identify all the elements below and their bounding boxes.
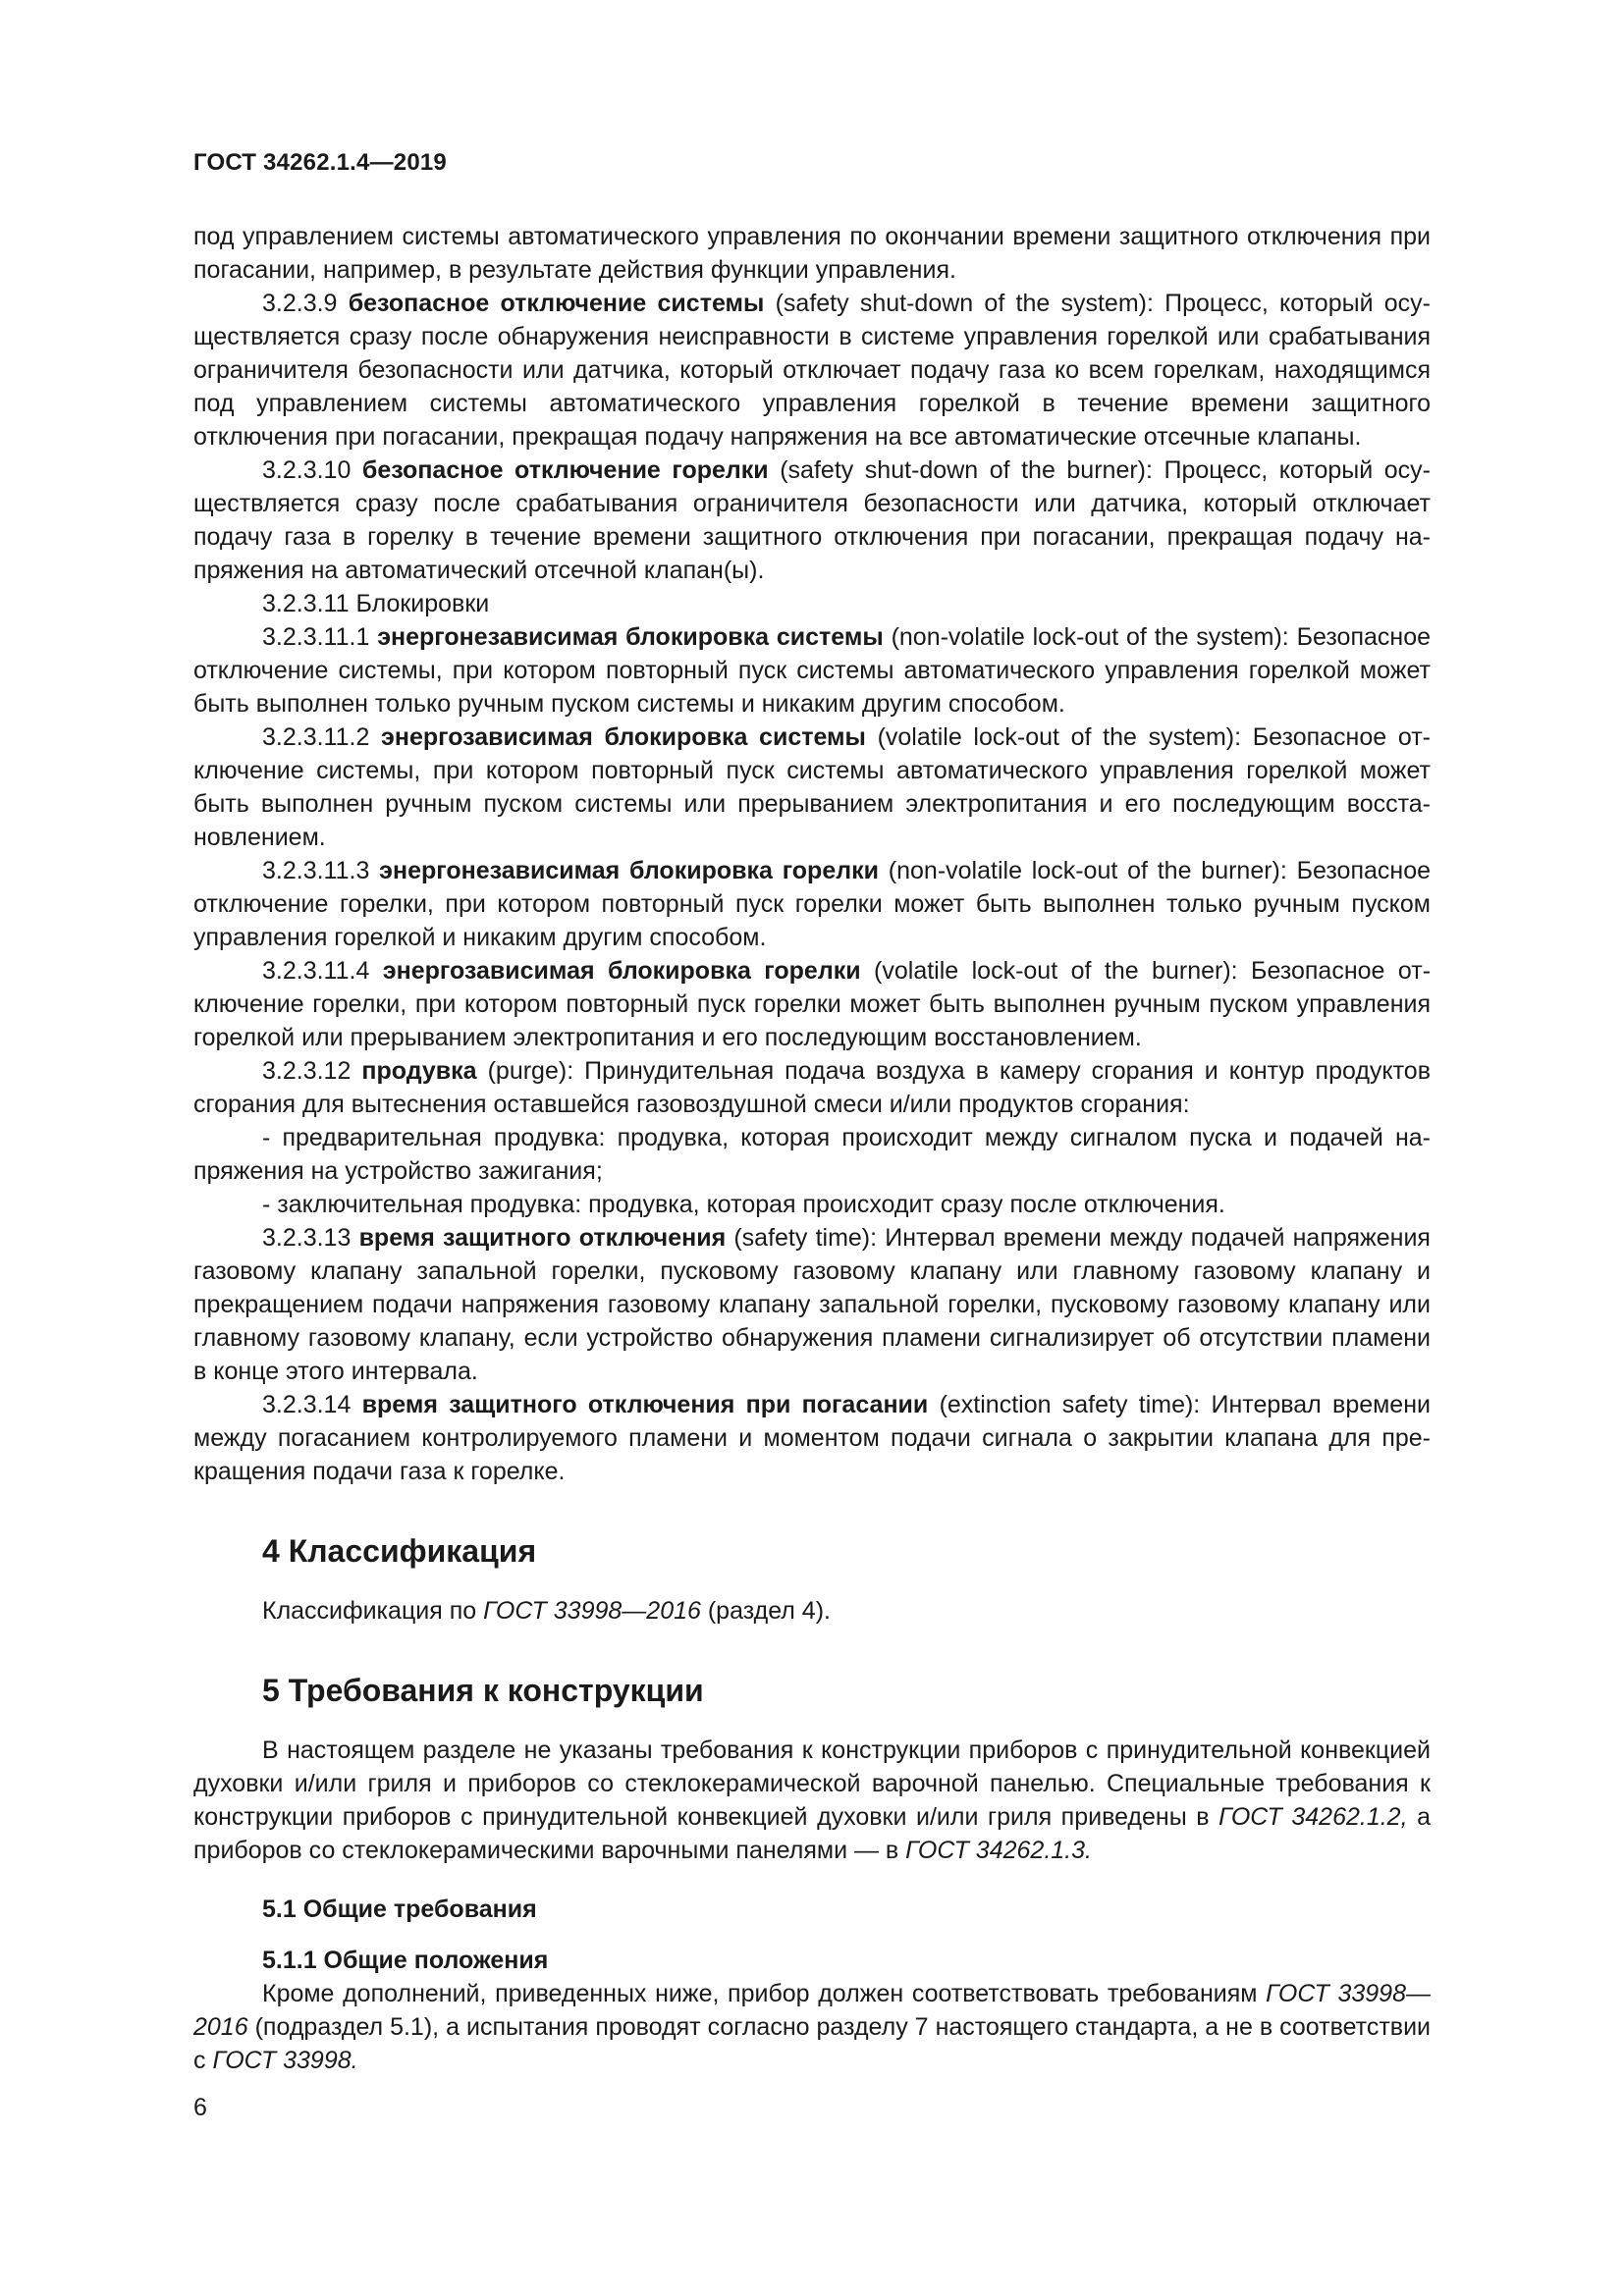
- clause-3-2-3-11: 3.2.3.11 Блокировки: [262, 590, 490, 617]
- page-body: [193, 220, 1431, 2077]
- clause-definition: (purge): Принудительная подача воздуха в камеру сгорания и контур продуктов сгорания для вытеснения оставшейся газовоздушной смеси и/или продуктов сгорания:: [193, 1057, 1431, 1118]
- clause-3-2-3-11-3: [193, 854, 1431, 954]
- clause-number: 3.2.3.14: [262, 1391, 362, 1418]
- clause-definition: (volatile lock-out of the system): Безопасное отключение системы, при котором повторный пуск системы автоматического управления горелкой может быть выполнен ручным пуском системы или прерыванием электропитания и его последующим восстановлением.: [193, 723, 1431, 851]
- clause-3-2-3-11-4: [193, 954, 1431, 1054]
- list-item-pre-purge: - предварительная продувка: продувка, которая происходит между сигналом пуска и подачей напряжения на устройство зажигания;: [193, 1124, 1431, 1185]
- page-number: 6: [193, 2094, 207, 2121]
- clause-definition: (non-volatile lock-out of the system): Безопасное отключение системы, при котором повторный пуск системы автоматического управления горелкой может быть выполнен только ручным пуском системы и никаким другим способом.: [193, 623, 1432, 718]
- clause-definition: (extinction safety time): Интервал времени между погасанием контролируемого пламени и моментом подачи сигнала о закрытии клапана для прекращения подачи газа к горелке.: [193, 1391, 1431, 1485]
- section-5-intro-b: а приборов со стеклокерамическими варочными панелями — в: [193, 1803, 1431, 1864]
- list-item-post-purge: - заключительная продувка: продувка, которая происходит сразу после отключения.: [262, 1191, 1225, 1218]
- section-4-heading: 4 Классификация: [262, 1533, 537, 1569]
- section-4-text: [193, 1594, 1431, 1628]
- clause-3-2-3-11-1: [193, 620, 1431, 721]
- standard-reference: ГОСТ 34262.1.3.: [905, 1837, 1092, 1864]
- clause-term: энергозависимая блокировка системы: [381, 723, 866, 751]
- clause-3-2-3-9: [193, 287, 1431, 454]
- section-4-tail: (раздел 4).: [700, 1597, 831, 1625]
- section-5-1-1-heading: 5.1.1 Общие положения: [262, 1947, 549, 1974]
- clause-number: 3.2.3.10: [262, 456, 362, 484]
- clause-3-2-3-13: [193, 1221, 1431, 1388]
- document-header: ГОСТ 34262.1.4—2019: [193, 149, 447, 176]
- clause-number: 3.2.3.11.2: [262, 723, 382, 751]
- standard-reference: ГОСТ 33998—2016: [193, 1980, 1431, 2041]
- section-5-intro-a: В настоящем разделе не указаны требования к конструкции приборов с принудительной конвекцией духовки и/или гриля и приборов со стеклокерамической варочной панелью. Специальные требования к конструкции приборов с принудительной конвекцией духовки и/или гриля приведены в: [193, 1736, 1431, 1831]
- clause-number: 3.2.3.9: [262, 290, 349, 317]
- clause-number: 3.2.3.11.3: [262, 857, 380, 884]
- standard-reference: ГОСТ 34262.1.2,: [1218, 1803, 1408, 1831]
- clause-number: 3.2.3.11.4: [262, 957, 383, 985]
- section-5-intro: [193, 1734, 1431, 1867]
- paragraph-continuation: под управлением системы автоматического управления по окончании времени защитного отключения при погасании, например, в результате действия функции управления.: [193, 223, 1431, 284]
- clause-definition: (non-volatile lock-out of the burner): Безопасное отключение горелки, при котором повторный пуск горелки может быть выполнен только ручным пуском управления горелкой и никаким другим способом.: [193, 857, 1432, 951]
- clause-definition: (volatile lock-out of the burner): Безопасное отключение горелки, при котором повторный пуск горелки может быть выполнен ручным пуском управления горелкой или прерыванием электропитания и его последующим восстановлением.: [193, 957, 1432, 1051]
- section-5-1-1-text: [193, 1977, 1431, 2077]
- clause-number: 3.2.3.13: [262, 1224, 359, 1252]
- section-4-lead: Классификация по: [262, 1597, 484, 1625]
- clause-3-2-3-10: [193, 454, 1431, 587]
- clause-term: время защитного отключения при погасании: [361, 1391, 929, 1418]
- clause-number: 3.2.3.12: [262, 1057, 362, 1085]
- section-5-1-heading: 5.1 Общие требования: [262, 1896, 537, 1923]
- section-5-1-1-text-b: (подраздел 5.1), а испытания проводят согласно разделу 7 настоящего стандарта, а не в соответствии с: [193, 2013, 1431, 2074]
- clause-term: энергозависимая блокировка горелки: [382, 957, 861, 985]
- clause-number: 3.2.3.11.1: [262, 623, 378, 651]
- clause-3-2-3-11-2: [193, 721, 1431, 854]
- section-5-heading: 5 Требования к конструкции: [262, 1673, 704, 1708]
- clause-term: энергонезависимая блокировка горелки: [379, 857, 879, 884]
- clause-term: безопасное отключение системы: [348, 290, 765, 317]
- clause-3-2-3-12: [193, 1054, 1431, 1121]
- standard-reference: ГОСТ 33998—2016: [483, 1597, 701, 1625]
- standard-reference: ГОСТ 33998.: [212, 2047, 358, 2074]
- section-5-1-1-text-a: Кроме дополнений, приведенных ниже, прибор должен соответствовать требованиям: [262, 1980, 1267, 2007]
- clause-3-2-3-14: [193, 1388, 1431, 1488]
- clause-definition: (safety shut-down of the system): Процесс, который осуществляется сразу после обнаружения неисправности в системе управления горелкой или срабатывания ограничителя безопасности или датчика, который отключает подачу газа ко всем горелкам, находящимся под управлением системы автоматического управления горелкой в течение времени защитного отключения при погасании, прекращая подачу напряжения на все автоматические отсечные клапаны.: [193, 290, 1431, 451]
- clause-term: продувка: [361, 1057, 477, 1085]
- clause-definition: (safety time): Интервал времени между подачей напряжения газовому клапану запальной горелки, пусковому газовому клапану или главному газовому клапану и прекращением подачи напряжения газовому клапану запальной горелки, пусковому газовому клапану или главному газовому клапану, если устройство обнаружения пламени сигнализирует об отсутствии пламени в конце этого интервала.: [193, 1224, 1431, 1385]
- clause-term: безопасное отключение горелки: [361, 456, 769, 484]
- clause-definition: (safety shut-down of the burner): Процесс, который осуществляется сразу после срабатывания ограничителя безопасности или датчика, который отключает подачу газа в горелку в течение времени защитного отключения при погасании, прекращая подачу напряжения на автоматический отсечной клапан(ы).: [193, 456, 1431, 584]
- clause-term: энергонезависимая блокировка системы: [377, 623, 884, 651]
- clause-term: время защитного отключения: [358, 1224, 727, 1252]
